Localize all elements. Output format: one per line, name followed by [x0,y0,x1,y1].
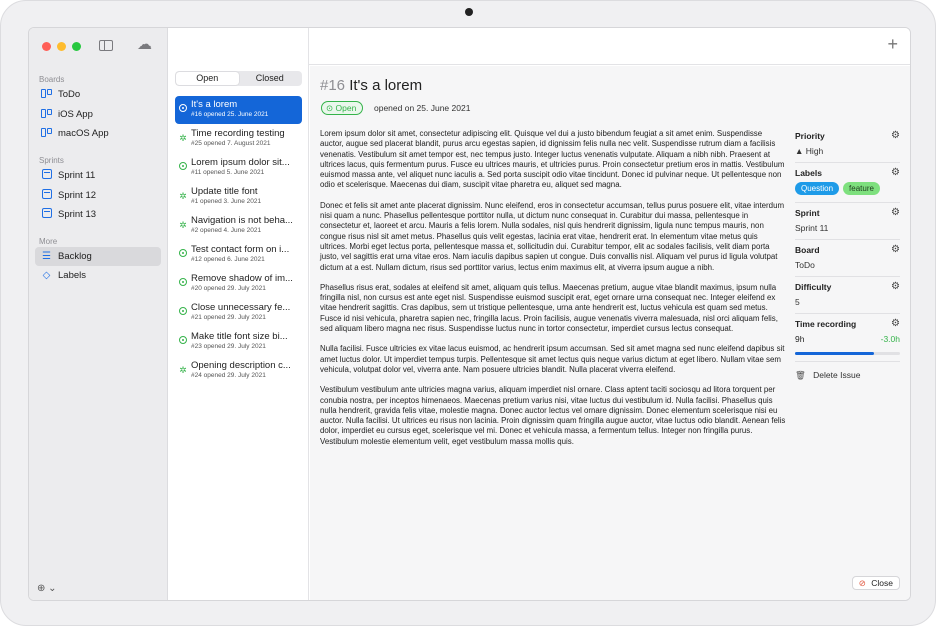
description-paragraph: Donec et felis sit amet ante placerat dignissim. Nunc eleifend, eros in consectetur accumsan, tellus purus posuere elit, vitae interdum nisi quam a nunc. Phasellus pellentesque porttitor nulla, ut dictum nunc consequat in. Curabitur dui massa, pellentesque in consectetur et, laoreet et arcu. Mauris a felis lorem. Nulla sodales, nisl quis hendrerit dignissim, ligula nunc tempus mauris, non congue risus nisl sit amet metus. Phasellus quis velit egestas, lacinia erat vitae, hendrerit erat. In elementum vitae metus quis ultrices. Morbi eget lectus porta, pellentesque massa et, sollicitudin dui. Curabitur tempor, elit ac sodales facilisis, velit diam porta justo, vel sagittis erat urna vitae eros. Nam iaculis dapibus sapien ut congue. Duis convallis nisl. Aliquam vel purus id ligula volutpat dictum at a est. Nullam dictum, risus sed porttitor varius, lectus enim maximus elit, at viverra ipsum augue a nibh. [320,200,785,272]
sidebar-item-sprint-13[interactable] [35,205,161,224]
sidebar-item-backlog[interactable] [35,247,161,266]
open-issue-icon [175,299,191,327]
issue-list-item[interactable] [175,328,302,356]
label-tags [795,178,900,196]
labels-property [795,163,900,203]
issue-meta: #1 opened 3. June 2021 [191,198,262,205]
delete-issue-label: Delete Issue [813,370,861,380]
segment-open[interactable]: Open [176,72,239,85]
gear-icon[interactable]: ⚙ [891,281,900,292]
board-icon [40,89,53,101]
issue-meta: #12 opened 6. June 2021 [191,256,265,263]
close-issue-label: Close [871,578,893,588]
issue-meta: #21 opened 29. July 2021 [191,314,266,321]
sidebar-item-label: Sprint 12 [58,190,97,201]
sidebar-item-sprint-11[interactable] [35,166,161,185]
board-icon [40,109,53,121]
sidebar-item-label: Sprint 11 [58,170,96,181]
sidebar-item-label: Labels [58,270,86,281]
bug-icon: ✲ [179,133,187,143]
sidebar-item-ios-app[interactable] [35,105,161,124]
issue-title: Lorem ipsum dolor sit... [191,157,290,168]
issue-meta: #11 opened 5. June 2021 [191,169,265,176]
priority-value-text: High [805,146,824,156]
issue-list-item[interactable] [175,154,302,182]
issue-meta: #24 opened 29. July 2021 [191,372,266,379]
issue-meta: #2 opened 4. June 2021 [191,227,262,234]
issue-title [320,77,422,94]
trash-icon: 🗑 [795,370,806,380]
sidebar-item-sprint-12[interactable] [35,186,161,205]
cloud-icon[interactable]: ☁ [137,36,152,53]
tag-icon: ◇ [42,269,51,281]
time-recording-property [795,314,900,362]
label-tag[interactable]: feature [843,182,880,195]
board-icon [40,128,53,140]
time-progress-fill [795,352,874,355]
issue-meta: #23 opened 29. July 2021 [191,343,266,350]
gear-icon[interactable]: ⚙ [891,167,900,178]
board-value: ToDo [795,260,815,270]
priority-value [795,146,900,156]
status-segmented-control [175,71,302,86]
list-icon: ☰ [42,250,51,262]
issue-number: #16 [320,77,346,94]
description-paragraph: Phasellus risus erat, sodales at eleifend sit amet, aliquam quis tellus. Maecenas pretium, augue vitae blandit maximus, ipsum nulla fringilla nisl, non cursus est ante eget nisl. Suspendisse euismod suscipit erat, eget ornare urna consequat nec. Integer eleifend ex vitae hendrerit sagittis. Cras dapibus, sem ut tristique pellentesque, urna ante hendrerit est, luctus vehicula est quam sed metus. Fusce id nisi vehicula, pharetra sapien nec, fringilla lacus. Proin facilisis, augue venenatis viverra malesuada, nisl orci aliquam felis, sed aliquam libero magna nec risus. Suspendisse luctus nunc in tortor consectetur, imperdiet cursus lectus consequat. [320,282,778,334]
issue-title: Time recording testing [191,128,285,139]
open-issue-icon [175,270,191,298]
close-circle-icon: ⊘ [858,578,866,588]
sidebar-item-label: ToDo [58,89,81,100]
sidebar [29,28,168,601]
properties-panel [795,126,900,381]
section-title-boards: Boards [39,75,65,84]
issue-title: Make title font size bi... [191,331,288,342]
sprint-value: Sprint 11 [795,223,829,233]
issue-title: Test contact form on i... [191,244,290,255]
issue-list-item[interactable] [175,241,302,269]
open-issue-icon [175,154,191,182]
segment-closed[interactable]: Closed [255,73,284,83]
time-recorded: 9h [795,334,805,344]
issue-list-item[interactable] [175,357,302,385]
issue-list-item[interactable] [175,212,302,240]
board-property [795,240,900,277]
difficulty-value: 5 [795,297,800,307]
description-paragraph: Vestibulum vestibulum ante ultricies magna varius, aliquam imperdiet nisl ornare. Class aptent taciti sociosqu ad litora torquent per conubia nostra, per inceptos himenaeos. Maecenas pretium varius nisi, vitae luctus dui vestibulum id. Nulla facilisi. Phasellus quis nulla hendrerit, gravida felis vitae, molestie magna. Donec auctor lectus vel ornare dignissim. Donec elementum scelerisque nisi eu auctor. Nulla facilisi. Ut ultrices eu risus non lacinia. Proin dignissim quam fringilla augue auctor, vitae luctus odio blandit. Aenean felis dolor, imperdiet eu cursus eget, scelerisque vel mi. Donec et vehicula massa, a fermentum tellus. Integer non fringilla purus. Vestibulum molestie elementum velit, eget vestibulum massa mollis quis. [320,385,786,446]
description-paragraph: Nulla facilisi. Fusce ultricies ex vitae lacus euismod, ac hendrerit ipsum accumsan. Sed sit amet magna sed nunc eleifend dapibus sit amet luctus dolor. Ut imperdiet tempus turpis. Pellentesque sit amet lectus quis neque varius dictum at eget libero. Nullam vitae sem vehicula, volutpat dolor vel, viverra ante. Nam posuere ultricies blandit. Nulla placerat viverra eleifend. [320,344,785,374]
issue-title: Remove shadow of im... [191,273,293,284]
add-issue-button[interactable]: + [887,34,898,54]
issue-title: Opening description c... [191,360,291,371]
priority-property [795,126,900,163]
label-tag[interactable]: Question [795,182,839,195]
issue-title: It's a lorem [191,99,238,110]
app-window [28,27,911,601]
sidebar-item-label: Sprint 13 [58,209,97,220]
issue-title: Close unnecessary fe... [191,302,291,313]
sidebar-item-macos-app[interactable] [35,124,161,143]
gear-icon[interactable]: ⚙ [891,130,900,141]
issue-list-item[interactable] [175,96,302,124]
property-label: Board [795,245,820,255]
open-issue-icon [175,241,191,269]
open-status-icon: ⊙ [326,103,334,113]
section-title-sprints: Sprints [39,156,64,165]
property-label: Difficulty [795,282,832,292]
bug-icon: ✲ [179,220,187,230]
issue-title: Navigation is not beha... [191,215,293,226]
issue-meta: #16 opened 25. June 2021 [191,111,269,118]
window-controls [42,42,81,51]
minimize-window-button[interactable] [57,42,66,51]
difficulty-property [795,277,900,314]
issue-title: Update title font [191,186,258,197]
time-progress-bar [795,352,900,355]
issue-description[interactable] [320,129,786,457]
section-title-more: More [39,237,58,246]
property-label: Time recording [795,319,857,329]
add-menu-button[interactable]: ⊕ ⌄ [37,583,57,594]
status-badge [321,101,363,115]
sidebar-item-label: macOS App [58,128,109,139]
sprint-icon [40,169,53,182]
description-paragraph: Lorem ipsum dolor sit amet, consectetur adipiscing elit. Quisque vel dui a justo bibendum feugiat a sit amet enim. Suspendisse auctor, augue sed placerat blandit, purus arcu egestas sapien, id dignissim felis nulla nec velit. Suspendisse rutrum diam a facilisis venenatis. Vestibulum sit amet tempor est, nec tempus justo. Integer luctus venenatis vulputate. Aliquam a nibh nibh. Praesent at ultrices lacus, quis fermentum purus. Fusce eu ultrices mauris, et ultricies purus. Proin consectetur pretium eros in mattis. Vestibulum euismod massa ante, vel aliquet nunc iaculis a. Sed porta suscipit odio vitae tincidunt. Donec id pulvinar neque. Ut pellentesque non odio et scelerisque. Maecenas dui diam, suscipit vitae pharetra eu, aliquet sed magna. [320,129,785,190]
issue-list [169,28,309,601]
property-label: Labels [795,168,822,178]
time-delta: -3.0h [880,334,900,344]
issue-list-item[interactable] [175,270,302,298]
sidebar-item-labels[interactable] [35,266,161,285]
bug-icon: ✲ [179,365,187,375]
status-badge-label: Open [335,103,357,113]
issue-list-item[interactable] [175,183,302,211]
priority-high-icon: ▲ [795,146,804,156]
sprint-icon [40,208,53,221]
sidebar-item-todo[interactable] [35,85,161,104]
issue-list-item[interactable] [175,125,302,153]
close-window-button[interactable] [42,42,51,51]
open-issue-icon [175,328,191,356]
property-label: Priority [795,131,825,141]
gear-icon[interactable]: ⚙ [891,244,900,255]
issue-detail [310,66,911,601]
gear-icon[interactable]: ⚙ [891,318,900,329]
sidebar-item-label: iOS App [58,109,93,120]
delete-issue-button[interactable] [795,370,900,381]
zoom-window-button[interactable] [72,42,81,51]
sidebar-item-label: Backlog [58,251,92,262]
sprint-property [795,203,900,240]
camera [465,8,473,16]
sidebar-toggle-icon[interactable] [99,40,113,51]
issue-title-text: It's a lorem [349,77,423,94]
issue-list-item[interactable] [175,299,302,327]
property-label: Sprint [795,208,820,218]
sprint-icon [40,189,53,202]
bug-icon: ✲ [179,191,187,201]
issue-meta: #25 opened 7. August 2021 [191,140,271,147]
issue-meta: #20 opened 29. July 2021 [191,285,266,292]
opened-date: opened on 25. June 2021 [374,103,471,113]
close-issue-button[interactable] [852,576,900,590]
gear-icon[interactable]: ⚙ [891,207,900,218]
open-issue-icon [175,96,191,124]
